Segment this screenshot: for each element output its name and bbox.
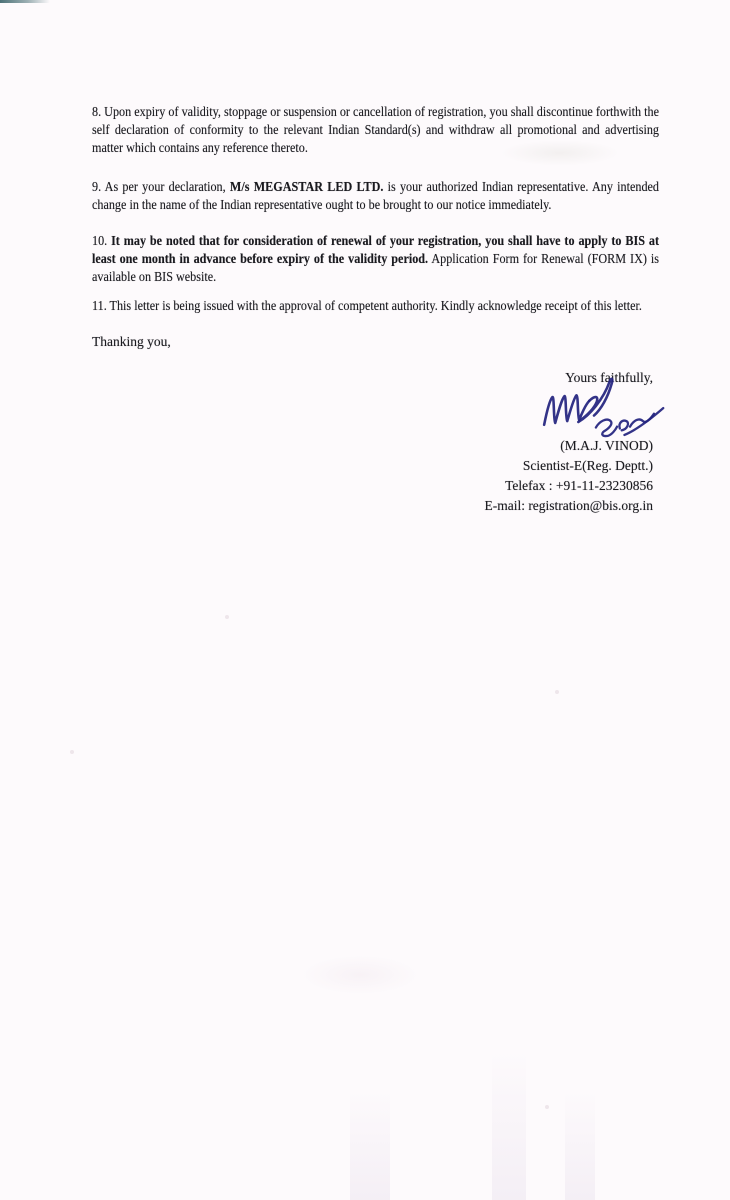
letter-paragraph-10: 10. It may be noted that for consideration of renewal of your registration, you shall have to apply to BIS at least one month in advance before expiry of the validity period. Application Form for Renewal (FORM IX) is available on BIS website. bbox=[92, 233, 659, 284]
letter-paragraph-11: 11. This letter is being issued with the approval of competent authority. Kindly acknowledge receipt of this letter. bbox=[92, 298, 642, 313]
letter-paragraph-9: 9. As per your declaration, M/s MEGASTAR LED LTD. is your authorized Indian representative. Any intended change in the name of the Indian representative ought to be brought to our notice immediately. bbox=[92, 179, 659, 212]
signature-block bbox=[393, 368, 653, 516]
email-line: E-mail: registration@bis.org.in bbox=[484, 498, 653, 513]
handwritten-signature-icon bbox=[531, 374, 681, 446]
letter-paragraph-8: 8. Upon expiry of validity, stoppage or suspension or cancellation of registration, you shall discontinue forthwith the self declaration of conformity to the relevant Indian Standard(s) and withdraw all promotional and advertising matter which contains any reference thereto. bbox=[92, 104, 659, 155]
scan-speck bbox=[70, 750, 74, 754]
scan-streak bbox=[565, 1090, 595, 1200]
scan-speck bbox=[555, 690, 559, 694]
scan-speck bbox=[225, 615, 229, 619]
telefax-line: Telefax : +91-11-23230856 bbox=[505, 478, 653, 493]
scan-streak bbox=[492, 1050, 526, 1200]
closing-line: Thanking you, bbox=[92, 334, 171, 349]
valediction: Yours faithfully, bbox=[565, 370, 653, 385]
scan-speck bbox=[545, 1105, 549, 1109]
scan-smudge bbox=[300, 955, 420, 995]
signatory-name: (M.A.J. VINOD) bbox=[560, 438, 653, 453]
scan-artifact-mark bbox=[0, 0, 50, 3]
signatory-designation: Scientist-E(Reg. Deptt.) bbox=[522, 458, 653, 473]
scan-streak bbox=[350, 1090, 390, 1200]
